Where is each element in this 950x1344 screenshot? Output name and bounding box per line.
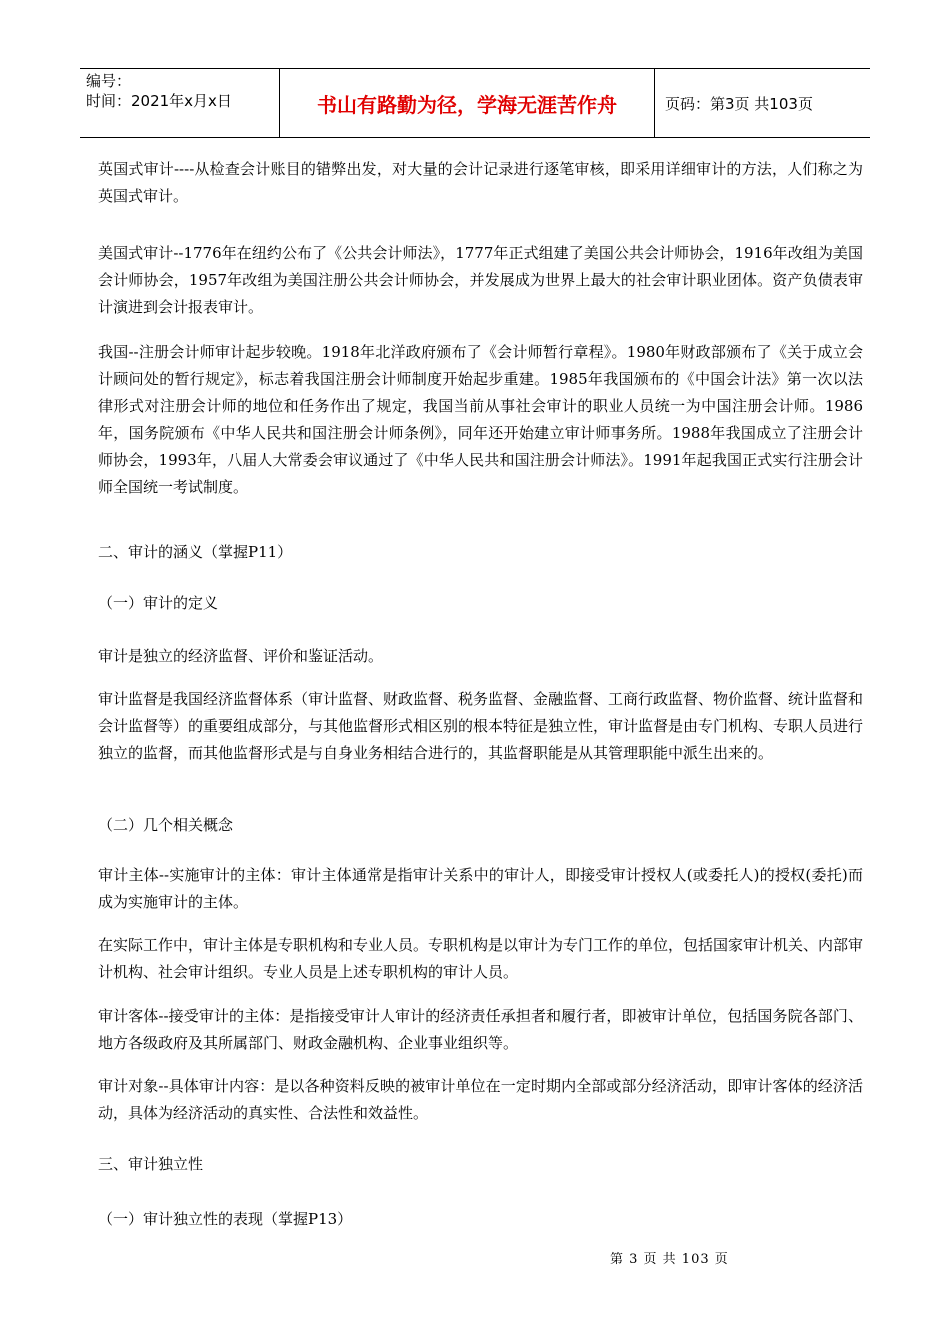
paragraph-china-audit: 我国--注册会计师审计起步较晚。1918年北洋政府颁布了《会计师暂行章程》。1980年财政部颁布了《关于成立会计顾问处的暂行规定》，标志着我国注册会计师制度开始起步重建。1985年我国颁布的《中国会计法》第一次以法律形式对注册会计师的地位和任务作出了规定，我国当前从事社会审计的职业人员统一为中国注册会计师。1986年，国务院颁布《中华人民共和国注册会计师条例》，同年还开始建立审计师事务所。1988年我国成立了注册会计师协会，1993年，八届人大常委会审议通过了《中华人民共和国注册会计师法》。1991年起我国正式实行注册会计师全国统一考试制度。 xyxy=(98,343,863,496)
subheading-independence-manifestation: （一）审计独立性的表现（掌握P13） xyxy=(98,1210,353,1228)
subheading-related-concepts: （二）几个相关概念 xyxy=(98,816,234,834)
paragraph-american-audit: 美国式审计--1776年在纽约公布了《公共会计师法》，1777年正式组建了美国公共会计师协会，1916年改组为美国会计师协会，1957年改组为美国注册公共会计师协会，并发展成为世界上最大的社会审计职业团体。资产负债表审计演进到会计报表审计。 xyxy=(98,244,863,316)
paragraph-audit-object: 审计客体--接受审计的主体：是指接受审计人审计的经济责任承担者和履行者，即被审计单位，包括国务院各部门、地方各级政府及其所属部门、财政金融机构、企业事业组织等。 xyxy=(98,1007,863,1052)
document-date-label: 时间：2021年x月x日 xyxy=(86,92,232,110)
paragraph-definition: 审计是独立的经济监督、评价和鉴证活动。 xyxy=(98,647,384,665)
subheading-audit-definition: （一）审计的定义 xyxy=(98,594,219,612)
paragraph-audit-target: 审计对象--具体审计内容：是以各种资料反映的被审计单位在一定时期内全部或部分经济活动，即审计客体的经济活动，具体为经济活动的真实性、合法性和效益性。 xyxy=(98,1077,863,1122)
header-motto: 书山有路勤为径，学海无涯苦作舟 xyxy=(280,69,655,137)
section-heading-audit-meaning: 二、审计的涵义（掌握P11） xyxy=(98,543,293,561)
header-meta xyxy=(80,69,280,137)
header-page-label: 页码：第3页 共103页 xyxy=(665,94,813,113)
section-heading-audit-independence: 三、审计独立性 xyxy=(98,1155,204,1173)
page-footer: 第 3 页 共 103 页 xyxy=(610,1252,729,1267)
paragraph-english-audit: 英国式审计----从检查会计账目的错弊出发，对大量的会计记录进行逐笔审核，即采用详细审计的方法，人们称之为英国式审计。 xyxy=(98,160,863,205)
paragraph-audit-subject: 审计主体--实施审计的主体：审计主体通常是指审计关系中的审计人，即接受审计授权人(或委托人)的授权(委托)而成为实施审计的主体。 xyxy=(98,866,863,911)
document-number-label: 编号： xyxy=(86,72,132,90)
page-header xyxy=(80,68,870,138)
paragraph-audit-supervision: 审计监督是我国经济监督体系（审计监督、财政监督、税务监督、金融监督、工商行政监督、物价监督、统计监督和会计监督等）的重要组成部分，与其他监督形式相区别的根本特征是独立性，审计监督是由专门机构、专职人员进行独立的监督，而其他监督形式是与自身业务相结合进行的，其监督职能是从其管理职能中派生出来的。 xyxy=(98,690,864,762)
paragraph-practical-work: 在实际工作中，审计主体是专职机构和专业人员。专职机构是以审计为专门工作的单位，包括国家审计机关、内部审计机构、社会审计组织。专业人员是上述专职机构的审计人员。 xyxy=(98,936,864,981)
